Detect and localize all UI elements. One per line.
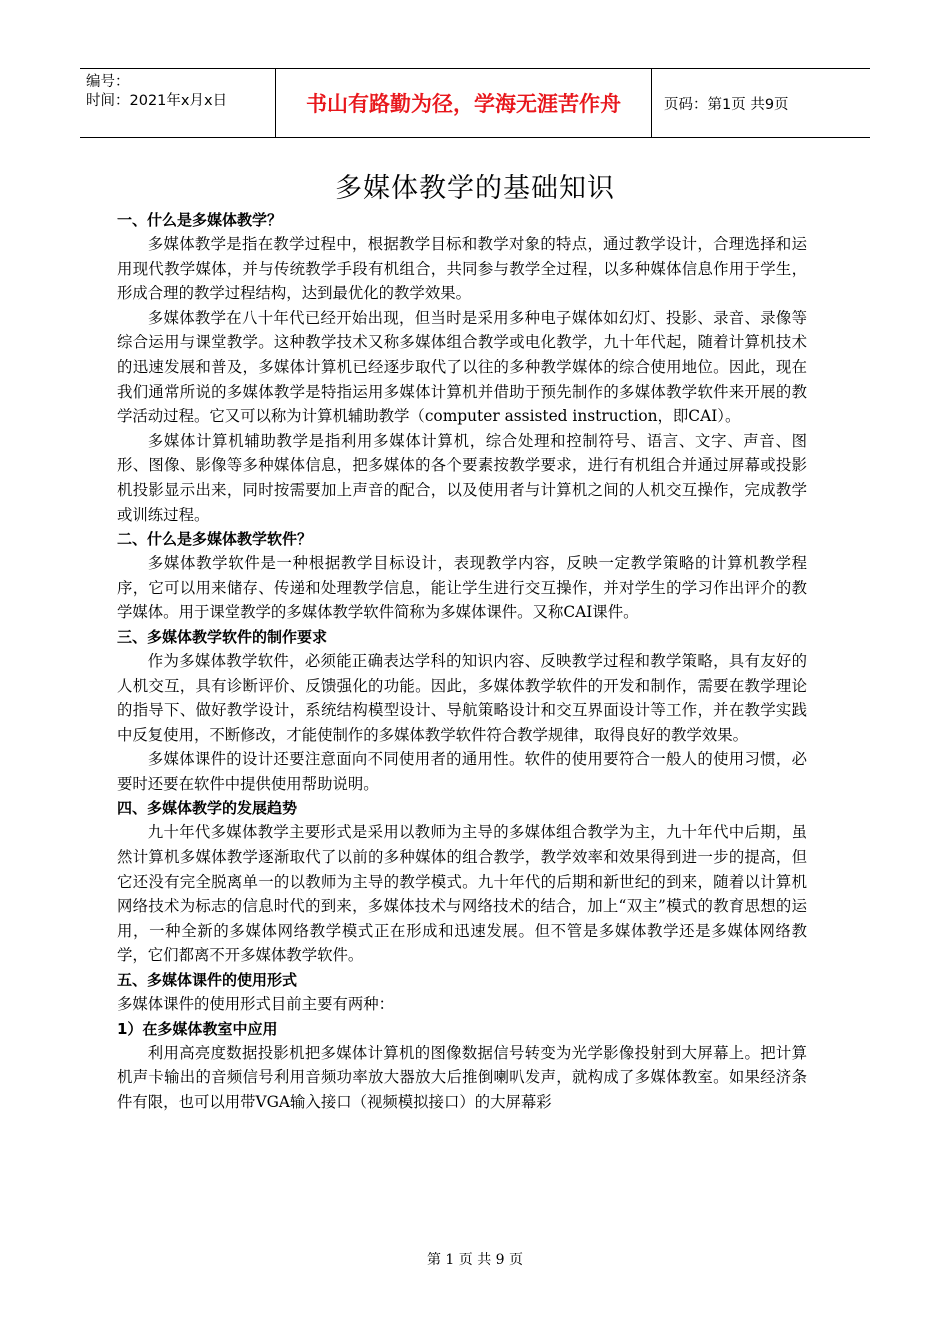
paragraph: 作为多媒体教学软件，必须能正确表达学科的知识内容、反映教学过程和教学策略，具有友好的人机交互，具有诊断评价、反馈强化的功能。因此，多媒体教学软件的开发和制作，需要在教学理论的指导下、做好教学设计，系统结构模型设计、导航策略设计和交互界面设计等工作，并在教学实践中反复使用，不断修改，才能使制作的多媒体教学软件符合教学规律，取得良好的教学效果。 <box>117 651 807 744</box>
paragraph: 多媒体课件的设计还要注意面向不同使用者的通用性。软件的使用要符合一般人的使用习惯，必要时还要在软件中提供使用帮助说明。 <box>117 750 807 793</box>
header-meta-cell <box>80 69 275 137</box>
paragraph: 多媒体教学在八十年代已经开始出现，但当时是采用多种电子媒体如幻灯、投影、录音、录像等综合运用与课堂教学。这种教学技术又称多媒体组合教学或电化教学，九十年代起，随着计算机技术的迅速发展和普及，多媒体计算机已经逐步取代了以往的多种教学媒体的综合使用地位。因此，现在我们通常所说的多媒体教学是特指运用多媒体计算机并借助于预先制作的多媒体教学软件来开展的教学活动过程。它又可以称为计算机辅助教学（computer assisted instruction，即CAI）。 <box>117 308 807 426</box>
header-page-info: 页码：第1页 共9页 <box>664 96 789 113</box>
paragraph: 多媒体教学软件是一种根据教学目标设计，表现教学内容，反映一定教学策略的计算机教学程序，它可以用来储存、传递和处理教学信息，能让学生进行交互操作，并对学生的学习作出评介的教学媒体。用于课堂教学的多媒体教学软件简称为多媒体课件。又称CAI课件。 <box>117 554 807 622</box>
document-body <box>117 208 807 1114</box>
paragraph: 多媒体教学是指在教学过程中，根据教学目标和教学对象的特点，通过教学设计，合理选择和运用现代教学媒体，并与传统教学手段有机组合，共同参与教学全过程，以多种媒体信息作用于学生，形成合理的教学过程结构，达到最优化的教学效果。 <box>117 235 807 303</box>
paragraph: 利用高亮度数据投影机把多媒体计算机的图像数据信号转变为光学影像投射到大屏幕上。把计算机声卡输出的音频信号利用音频功率放大器放大后推倒喇叭发声，就构成了多媒体教室。如果经济条件有限，也可以用带VGA输入接口（视频模拟接口）的大屏幕彩 <box>117 1043 807 1111</box>
header-table <box>80 68 870 138</box>
paragraph: 多媒体课件的使用形式目前主要有两种： <box>117 995 395 1014</box>
section-heading: 四、多媒体教学的发展趋势 <box>117 799 298 818</box>
number-label: 编号： <box>86 74 130 90</box>
section-heading: 二、什么是多媒体教学软件？ <box>117 530 313 549</box>
page-footer: 第 1 页 共 9 页 <box>426 1252 524 1268</box>
section-heading: 三、多媒体教学软件的制作要求 <box>117 627 328 646</box>
section-heading: 1）在多媒体教室中应用 <box>117 1019 278 1038</box>
paragraph: 九十年代多媒体教学主要形式是采用以教师为主导的多媒体组合教学为主，九十年代中后期，虽然计算机多媒体教学逐渐取代了以前的多种媒体的组合教学，教学效率和效果得到进一步的提高，但它还没有完全脱离单一的以教师为主导的教学模式。九十年代的后期和新世纪的到来，随着以计算机网络技术为标志的信息时代的到来，多媒体技术与网络技术的结合，加上“双主”模式的教育思想的运用，一种全新的多媒体网络教学模式正在形成和迅速发展。但不管是多媒体教学还是多媒体网络教学，它们都离不开多媒体教学软件。 <box>117 823 807 965</box>
header-motto: 书山有路勤为径，学海无涯苦作舟 <box>306 92 621 116</box>
date-label: 时间：2021年x月x日 <box>86 93 228 109</box>
document-title: 多媒体教学的基础知识 <box>335 173 615 204</box>
section-heading: 一、什么是多媒体教学？ <box>117 211 283 229</box>
section-heading: 五、多媒体课件的使用形式 <box>117 971 298 990</box>
paragraph: 多媒体计算机辅助教学是指利用多媒体计算机，综合处理和控制符号、语言、文字、声音、图形、图像、影像等多种媒体信息，把多媒体的各个要素按教学要求，进行有机组合并通过屏幕或投影机投影显示出来，同时按需要加上声音的配合，以及使用者与计算机之间的人机交互操作，完成教学或训练过程。 <box>117 431 807 524</box>
